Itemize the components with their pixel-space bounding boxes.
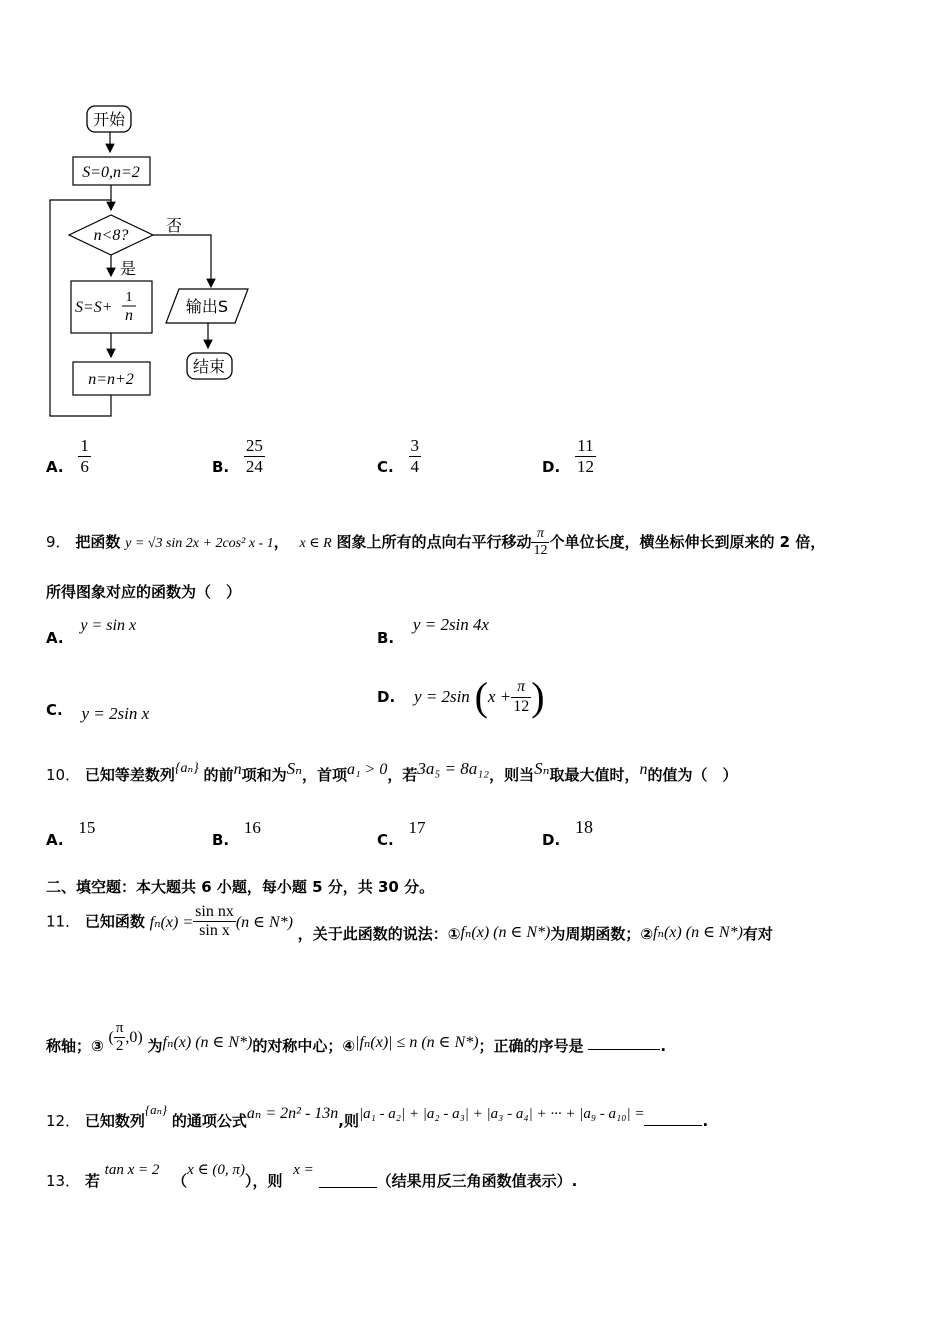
q9-stem-line2: 所得图象对应的函数为（ ） [46,583,242,601]
fraction-numerator: π [115,1020,124,1036]
q10-Sn-2: Sₙ [534,759,550,778]
q9-option-d-expr-in: x + [487,687,512,706]
option-value: 18 [574,817,593,837]
q9-option-b-expr: y = 2sin 4x [412,615,490,634]
q11-fdef-cond: (n ∈ N*) [235,913,293,931]
q10-option-c[interactable] [377,818,426,849]
q11-l2-t1: 称轴；③ [46,1037,104,1056]
option-label: D. [542,831,561,849]
option-value: 15 [78,818,96,837]
fraction-numerator: 11 [577,436,594,455]
q13-x: x = [293,1162,314,1178]
option-label: B. [212,831,230,849]
q9-option-d-fraction [511,678,531,716]
q13-close: ），则 [244,1172,283,1190]
q12-t2: 的通项公式 [171,1112,247,1130]
q13-stem [46,1158,578,1190]
q13-t2: （结果用反三角函数值表示）. [376,1172,578,1190]
question-number: 13． [46,1172,81,1190]
flowchart-end-label: 结束 [192,357,226,376]
fraction-numerator: sin nx [195,903,234,920]
fraction-numerator: 3 [410,436,419,455]
q8-option-a[interactable] [46,436,91,476]
option-label: A. [46,629,64,647]
q9-domain: x ∈ R [299,536,332,552]
q11-stem-line1 [46,903,773,944]
flowchart-update-s-num: 1 [125,290,133,305]
q11-f3: fₙ(x) (n ∈ N*) [162,1033,253,1051]
q11-l2-t2: 为 [147,1037,163,1056]
q8-option-b-fraction [244,436,265,476]
q11-t3: 为周期函数；② [550,925,654,944]
option-label: B. [377,629,395,647]
paren-right: ) [531,674,545,719]
q9-option-d[interactable] [377,674,545,719]
q9-option-d-expr-pre: y = 2sin [413,687,470,706]
option-label: A. [46,458,64,477]
q10-t4: ，首项 [301,766,347,784]
q13-open: （ [172,1172,188,1190]
fraction-denominator: 6 [80,456,89,476]
q10-t5: ，若 [387,766,418,784]
q8-option-d-fraction [575,436,596,476]
program-flowchart [40,100,270,420]
flowchart-update-s-den: n [125,307,133,324]
q11-f1: fₙ(x) (n ∈ N*) [460,923,551,941]
q9-comma: ， [273,533,289,552]
q11-stem-line2 [46,1020,666,1056]
q10-stem [46,759,738,785]
q11-l2-t3: 的对称中心；④ [252,1037,356,1056]
option-value: 16 [243,818,261,837]
fraction-numerator: π [517,678,526,696]
flowchart-yes-label: 是 [120,259,137,278]
flowchart-condition-label: n<8? [93,227,129,244]
fraction-denominator: 2 [114,1037,126,1055]
flowchart-update-s-left: S=S+ [75,299,113,316]
q8-option-c-fraction [409,436,422,476]
q12-formula: aₙ = 2n² - 13n [246,1105,339,1122]
q9-shift-fraction [531,526,549,559]
q10-n-2: n [639,761,648,778]
q11-point-open: ( [108,1028,114,1046]
q8-option-d[interactable] [542,436,596,476]
q9-option-a-expr: y = sin x [80,617,137,634]
option-label: D. [542,458,561,477]
q10-t1: 已知等差数列 [84,766,175,784]
q11-t1: 已知函数 [84,912,145,931]
q8-option-a-fraction [78,436,91,476]
q12-end: . [702,1112,709,1130]
q11-point-fraction [114,1020,126,1056]
fraction-denominator: 12 [576,456,594,476]
q11-t4: 有对 [742,925,773,944]
flowchart-start-label: 开始 [92,110,126,129]
flowchart-update-n-label: n=n+2 [88,371,134,388]
q13-range: x ∈ (0, π) [187,1162,245,1178]
fraction-denominator: 4 [410,456,419,476]
paren-left: ( [474,674,488,719]
q10-t6: ，则当 [489,766,535,784]
q12-seq: {aₙ} [144,1102,168,1117]
q10-seq: {aₙ} [174,761,199,776]
q9-text2: 个单位长度，横坐标伸长到原来的 2 倍， [549,533,826,552]
q10-option-a[interactable] [46,818,95,849]
q10-Sn: Sₙ [286,759,302,778]
fraction-denominator: sin x [193,921,236,940]
q9-option-a[interactable] [46,617,136,647]
q10-option-b[interactable] [212,818,261,849]
q10-t8: 的值为（ ） [647,766,738,784]
q11-l2-t4: ；正确的序号是 [478,1037,584,1056]
question-number: 10． [46,766,81,784]
q8-option-c[interactable] [377,436,421,476]
flowchart-no-label: 否 [166,216,183,235]
q9-option-c[interactable] [46,700,150,723]
q13-answer-blank[interactable] [319,1187,377,1188]
q10-t7: 取最大值时， [549,766,640,784]
option-label: C. [377,831,394,849]
q12-stem [46,1098,709,1130]
q9-option-b[interactable] [377,615,489,647]
fraction-numerator: 25 [245,436,263,455]
fraction-numerator: π [536,526,544,541]
q9-stem-line1 [46,526,825,559]
q11-fdef-left: fₙ(x) = [149,913,194,931]
option-label: C. [377,458,394,477]
q13-t1: 若 [84,1172,100,1190]
q10-a1: a₁ > 0 [346,761,388,778]
q12-sum: |a₁ - a₂| + |a₂ - a₃| + |a₃ - a₄| + ··· + |a₉ - a₁₀| = [358,1106,645,1122]
flowchart-output-label: 输出S [185,297,229,316]
q9-function: y = √3 sin 2x + 2cos² x - 1 [125,536,274,552]
q11-answer-blank[interactable] [588,1049,660,1050]
section-heading: 二、填空题：本大题共 6 小题，每小题 5 分，共 30 分。 [46,878,435,896]
q12-t3: ,则 [338,1112,359,1130]
q11-end: . [660,1036,667,1055]
fraction-denominator: 12 [533,543,548,559]
option-label: A. [46,831,64,849]
question-number: 11． [46,912,81,931]
option-value: 17 [408,818,426,837]
option-label: B. [212,458,230,477]
q9-option-c-expr: y = 2sin x [81,704,150,723]
option-label: C. [46,701,63,719]
q11-f2: fₙ(x) (n ∈ N*) [653,923,743,941]
question-number: 9． [46,533,71,552]
q10-option-d[interactable] [542,817,593,849]
q11-f4: |fₙ(x)| ≤ n (n ∈ N*) [355,1033,479,1051]
fraction-numerator: 1 [80,436,89,455]
fraction-denominator: 24 [245,456,263,476]
fraction-denominator: 12 [513,697,530,715]
q11-t2: ，关于此函数的说法：① [297,925,461,944]
q8-option-b[interactable] [212,436,265,476]
q10-eq: 3a₅ = 8a₁₂ [417,759,490,778]
q11-point-close: ,0) [125,1028,143,1046]
q10-t2: 的前 [203,766,234,784]
flowchart-init-label: S=0,n=2 [82,164,140,181]
q9-lead: 把函数 [75,533,121,552]
q12-t1: 已知数列 [84,1112,145,1130]
q9-text1: 图象上所有的点向右平行移动 [336,533,532,552]
q12-answer-blank[interactable] [644,1125,702,1126]
option-label: D. [377,688,396,706]
q10-n: n [233,761,242,778]
q10-t3: 项和为 [241,766,287,784]
question-number: 12． [46,1112,81,1130]
q13-condition: tan x = 2 [104,1162,160,1178]
q11-fdef-fraction [193,903,236,941]
